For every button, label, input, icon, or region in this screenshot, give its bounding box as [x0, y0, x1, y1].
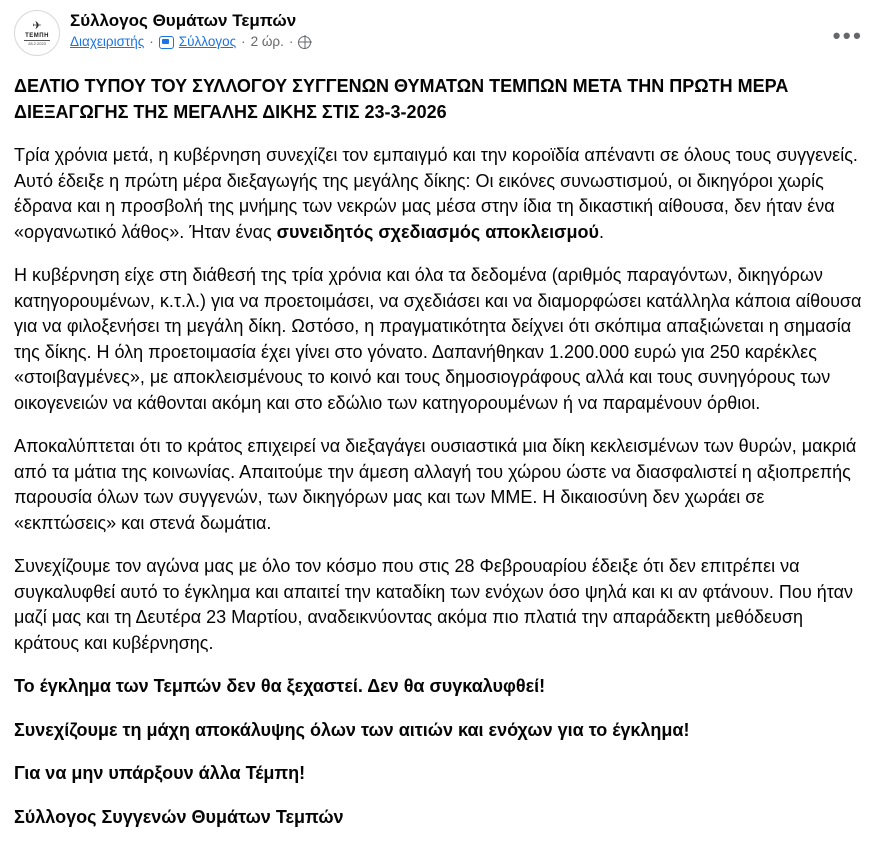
globe-icon: [298, 36, 311, 49]
post-header: [14, 10, 866, 56]
group-chip[interactable]: [159, 33, 236, 51]
meta-separator-2: ·: [241, 34, 246, 49]
avatar-logo-date: 28.2.2023: [28, 40, 46, 46]
post-headline: ΔΕΛΤΙΟ ΤΥΠΟΥ ΤΟΥ ΣΥΛΛΟΓΟΥ ΣΥΓΓΕΝΩΝ ΘΥΜΑΤΩΝ ΤΕΜΠΩΝ ΜΕΤΑ ΤΗΝ ΠΡΩΤΗ ΜΕΡΑ ΔΙΕΞΑΓΩΓΗΣ ΤΗΣ ΜΕΓΑΛΗΣ ΔΙΚΗΣ ΣΤΙΣ 23-3-2026: [14, 76, 789, 122]
paragraph-1-pre: Τρία χρόνια μετά, η κυβέρνηση συνεχίζει τον εμπαιγμό και την κοροϊδία απέναντι σε όλους τους συγγενείς. Αυτό έδειξε η πρώτη μέρα διεξαγωγής της μεγάλης δίκης: Οι εικόνες συνωστισμού, οι δικηγόροι χωρίς έδρανα και η προσβολή της μνήμης των νεκρών μας μέσα στην ίδια τη δικαστική αίθουσα, δεν ήταν ένα «οργανωτικό λάθος». Ήταν ένας: [14, 145, 858, 242]
post-closing-line-4: Σύλλογος Συγγενών Θυμάτων Τεμπών: [14, 806, 344, 827]
page-title[interactable]: Σύλλογος Θυμάτων Τεμπών: [70, 11, 297, 30]
meta-separator-1: ·: [149, 34, 154, 49]
post-paragraph-2: Η κυβέρνηση είχε στη διάθεσή της τρία χρόνια και όλα τα δεδομένα (αριθμός παραγόντων, δικηγόρων κατηγορουμένων, κ.τ.λ.) για να προετοιμάσει, να σχεδιάσει και να διαμορφώσει κατάλληλα κάποια αίθουσα για να φιλοξενήσει τη μεγάλη δίκη. Ωστόσο, η πραγματικότητα δείχνει ότι σκόπιμα απαξιώνεται η σημασία της δίκης. Η όλη προετοιμασία έχει γίνει στο γόνατο. Δαπανήθηκαν 1.200.000 ευρώ για 250 καρέκλες «στοιβαγμένες», με αποκλεισμένους το κοινό και τους δημοσιογράφους αλλά και τους συνηγόρους των οικογενειών να κάθονται ακόμη και στο εδώλιο των κατηγορουμένων ή να παραμένουν όρθιοι.: [14, 265, 862, 413]
paragraph-1-bold: συνειδητός σχεδιασμός αποκλεισμού: [276, 221, 599, 242]
post-body: [14, 73, 866, 830]
post-timestamp[interactable]: 2 ώρ.: [250, 34, 284, 49]
avatar[interactable]: [14, 10, 60, 56]
avatar-logo: [24, 21, 50, 46]
post-closing-line-1: Το έγκλημα των Τεμπών δεν θα ξεχαστεί. Δεν θα συγκαλυφθεί!: [14, 676, 546, 696]
group-icon: [159, 36, 174, 49]
avatar-logo-name: ΤΕΜΠΗ: [25, 32, 49, 39]
meta-separator-3: ·: [288, 34, 294, 49]
admin-badge-link[interactable]: Διαχειριστής: [70, 34, 145, 49]
post-closing-line-2: Συνεχίζουμε τη μάχη αποκάλυψης όλων των αιτιών και ενόχων για το έγκλημα!: [14, 719, 690, 740]
post-paragraph-3: Αποκαλύπτεται ότι το κράτος επιχειρεί να διεξαγάγει ουσιαστικά μια δίκη κεκλεισμένων των θυρών, μακριά από τα μάτια της κοινωνίας. Απαιτούμε την άμεση αλλαγή του χώρου ώστε να διασφαλιστεί η αξιοπρεπής παρουσία όλων των συγγενών, των δικηγόρων μας και των ΜΜΕ. Η δικαιοσύνη δεν χωράει σε «εκπτώσεις» και στενά δωμάτια.: [14, 436, 857, 533]
post-paragraph-4: Συνεχίζουμε τον αγώνα μας με όλο τον κόσμο που στις 28 Φεβρουαρίου έδειξε ότι δεν επιτρέπει να συγκαλυφθεί αυτό το έγκλημα και απαιτεί την καταδίκη των ενόχων όσο ψηλά και κι αν φτάνουν. Που ήταν μαζί μας και τη Δευτέρα 23 Μαρτίου, αναδεικνύοντας ακόμα πιο πλατιά την απαράδεκτη μεθόδευση κράτους και κυβέρνησης.: [14, 556, 854, 653]
post-paragraph-1: [14, 143, 866, 245]
paragraph-1-post: .: [598, 221, 604, 242]
post-header-text: [70, 10, 866, 51]
more-options-button[interactable]: •••: [832, 23, 864, 48]
bird-icon: ✈: [32, 19, 42, 32]
post-meta: [70, 33, 866, 51]
group-chip-label: Σύλλογος: [178, 34, 237, 49]
post-closing-line-3: Για να μην υπάρξουν άλλα Τέμπη!: [14, 763, 306, 783]
